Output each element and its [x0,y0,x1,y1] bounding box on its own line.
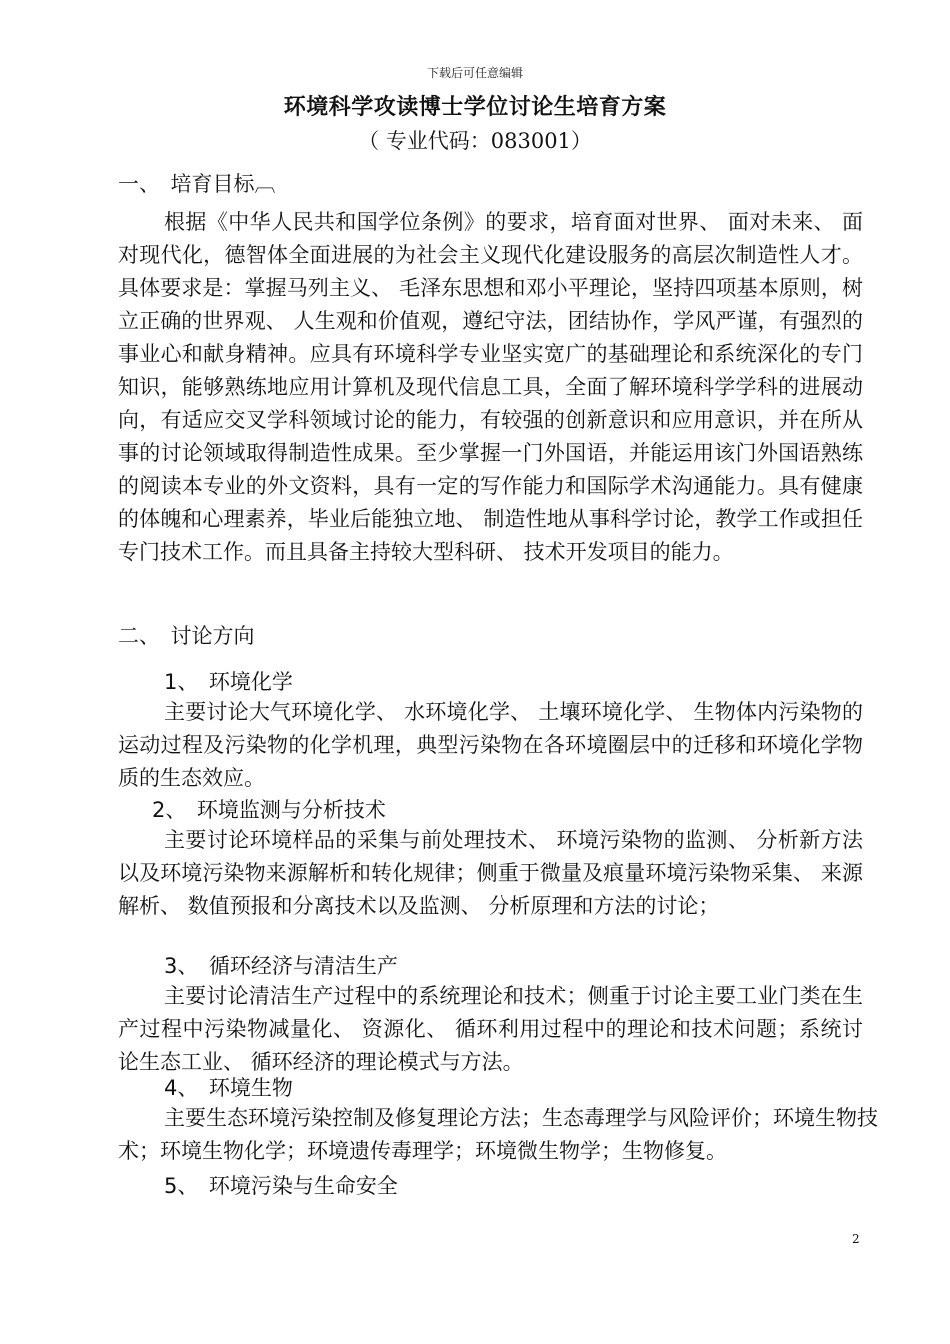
direction-5-label: 5、 环境污染与生命安全 [164,1174,398,1198]
direction-2-body: 主要讨论环境样品的采集与前处理技术、 环境污染物的监测、 分析新方法以及环境污染物来源解析和转化规律；侧重于微量及痕量环境污染物采集、 来源解析、 数值预报和分离技术以及监测、 分析原理和方法的讨论； [118,828,863,918]
header-note: 下载后可任意编辑 [426,66,523,80]
direction-2-label: 2、 环境监测与分析技术 [152,798,386,822]
direction-1-body: 主要讨论大气环境化学、 水环境化学、 土壤环境化学、 生物体内污染物的运动过程及污染物的化学机理，典型污染物在各环境圈层中的迁移和环境化学物质的生态效应。 [118,700,863,790]
direction-3-label: 3、 循环经济与清洁生产 [164,954,398,978]
section-heading-research-directions: 二、 讨论方向 [118,624,255,648]
objectives-paragraph: 根据《中华人民共和国学位条例》的要求，培育面对世界、 面对未来、 面对现代化，德智体全面进展的为社会主义现代化建设服务的高层次制造性人才。具体要求是：掌握马列主义、 毛泽东思想和邓小平理论，坚持四项基本原则，树立正确的世界观、 人生观和价值观，遵纪守法，团结协作，学风严谨，有强烈的事业心和献身精神。应具有环境科学专业坚实宽广的基础理论和系统深化的专门知识，能够熟练地应用计算机及现代信息工具，全面了解环境科学学科的进展动向，有适应交叉学科领域讨论的能力，有较强的创新意识和应用意识，并在所从事的讨论领域取得制造性成果。至少掌握一门外国语，并能运用该门外国语熟练的阅读本专业的外文资料，具有一定的写作能力和国际学术沟通能力。具有健康的体魄和心理素养，毕业后能独立地、 制造性地从事科学讨论，教学工作或担任专门技术工作。而且具备主持较大型科研、 技术开发项目的能力。 [118,210,863,564]
document-title: 环境科学攻读博士学位讨论生培育方案 [283,95,667,120]
section-heading-objectives: 一、 培育目标︹ [118,172,276,196]
direction-3-body: 主要讨论清洁生产过程中的系统理论和技术；侧重于讨论主要工业门类在生产过程中污染物减量化、 资源化、 循环利用过程中的理论和技术问题；系统讨论生态工业、 循环经济的理论模式与方法。 [118,984,863,1074]
direction-1-label: 1、 环境化学 [164,670,293,694]
document-subtitle: （ 专业代码：083001） [358,129,592,153]
page-number: 2 [852,1232,860,1246]
direction-4-body: 主要生态环境污染控制及修复理论方法；生态毒理学与风险评价；环境生物技术；环境生物化学；环境遗传毒理学；环境微生物学；生物修复。 [118,1106,878,1163]
direction-4-label: 4、 环境生物 [164,1076,293,1100]
